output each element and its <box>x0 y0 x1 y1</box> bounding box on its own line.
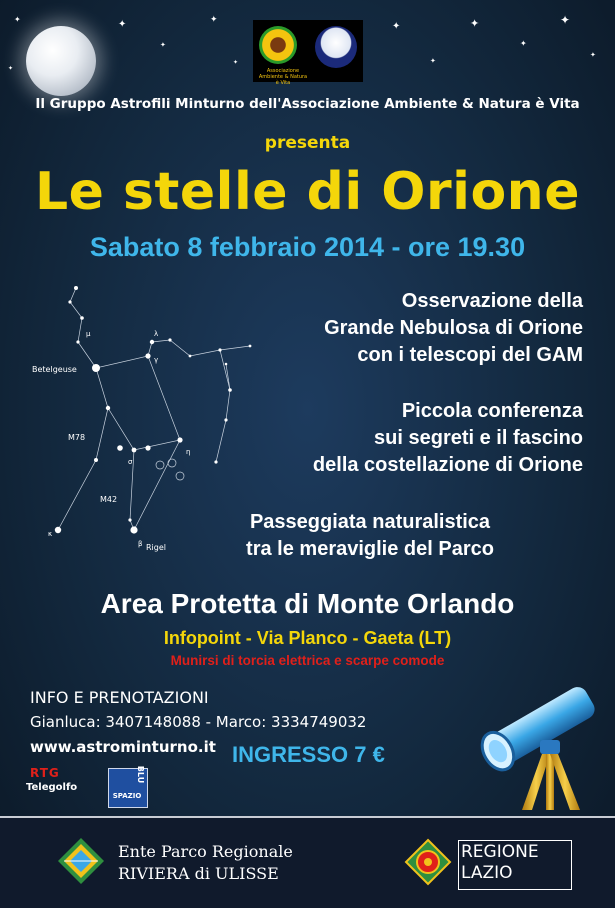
gam-logo-icon <box>315 26 357 68</box>
equipment-note: Munirsi di torcia elettrica e scarpe comode <box>170 653 445 668</box>
star-dot <box>145 353 150 358</box>
star-dot <box>224 418 227 421</box>
star-icon: ✦ <box>520 39 527 48</box>
event-date: Sabato 8 febbraio 2014 - ore 19.30 <box>89 232 526 262</box>
park-name-line2: RIVIERA di ULISSE <box>118 864 279 883</box>
park-name-line1: Ente Parco Regionale <box>118 842 293 861</box>
organizer-line: Il Gruppo Astrofili Minturno dell'Associazione Ambiente & Natura è Vita <box>35 96 580 112</box>
region-line2: LAZIO <box>461 863 513 883</box>
activity-line: Piccola conferenza <box>401 400 583 422</box>
activity-line: Osservazione della <box>401 290 583 312</box>
star-dot <box>150 340 154 344</box>
star-dot <box>117 445 123 451</box>
star-dot <box>74 286 78 290</box>
greek-eta-label: η <box>186 448 191 456</box>
star-dot <box>189 355 192 358</box>
star-dot <box>218 348 221 351</box>
star-icon: ✦ <box>590 51 596 59</box>
association-logos <box>253 20 363 86</box>
website-link[interactable]: www.astrominturno.it <box>30 738 216 756</box>
constellation-stars <box>55 286 252 534</box>
presents-label: presenta <box>264 133 351 153</box>
activity-line: Grande Nebulosa di Orione <box>324 317 583 339</box>
cluster-rings <box>156 459 184 480</box>
star-icon: ✦ <box>210 15 218 25</box>
activity-line: tra le meraviglie del Parco <box>246 538 494 560</box>
greek-beta-label: β <box>138 540 143 548</box>
star-dot <box>228 388 232 392</box>
regione-name <box>461 842 539 884</box>
m42-label: M42 <box>100 495 118 504</box>
star-dot <box>106 406 110 410</box>
moon-icon <box>26 26 96 96</box>
star-icon: ✦ <box>470 17 480 30</box>
rtg-letters: RTG <box>30 766 60 780</box>
greek-lambda-label: λ <box>154 330 159 338</box>
activity-line: della costellazione di Orione <box>312 454 583 476</box>
betelgeuse-label: Betelgeuse <box>32 365 77 374</box>
activity-line: con i telescopi del GAM <box>357 344 583 366</box>
star-dot <box>249 345 252 348</box>
star-icon: ✦ <box>430 57 436 65</box>
info-heading: INFO E PRENOTAZIONI <box>30 688 209 707</box>
star-dot <box>168 338 171 341</box>
greek-gamma-label: γ <box>154 356 159 364</box>
star-icon: ✦ <box>118 19 127 30</box>
entry-price: INGRESSO 7 € <box>232 742 385 767</box>
star-dot <box>145 445 150 450</box>
location-address: Infopoint - Via Planco - Gaeta (LT) <box>163 628 452 648</box>
star-icon: ✦ <box>160 41 166 49</box>
star-dot <box>177 437 182 442</box>
location-name: Area Protetta di Monte Orlando <box>100 588 515 619</box>
star-icon: ✦ <box>14 15 21 24</box>
constellation-lines <box>58 288 250 530</box>
blu-label: BLU <box>136 765 146 784</box>
regione-lazio-emblem-icon <box>404 838 452 886</box>
event-title: Le stelle di Orione <box>35 162 580 222</box>
park-logo-icon <box>56 836 106 886</box>
activity-line: Passeggiata naturalistica <box>249 511 491 533</box>
star-icon: ✦ <box>8 65 14 72</box>
star-dot <box>76 340 79 343</box>
greek-kappa-label: κ <box>48 530 53 538</box>
star-dot <box>94 458 98 462</box>
betelgeuse-star <box>92 364 100 372</box>
sunflower-logo-icon <box>259 26 297 64</box>
logo-caption: Associazione Ambiente & Natura è Vita <box>258 68 308 86</box>
telescope-icon <box>470 668 610 813</box>
greek-mu-label: μ <box>86 330 91 338</box>
spazio-label: SPAZIO <box>112 792 142 800</box>
star-icon: ✦ <box>392 21 401 32</box>
activity-observation <box>324 288 583 369</box>
star-icon: ✦ <box>560 13 571 27</box>
star-dot <box>80 316 84 320</box>
contact-phones: Gianluca: 3407148088 - Marco: 3334749032 <box>30 713 367 731</box>
star-icon: ✦ <box>233 59 239 66</box>
star-dot <box>225 363 228 366</box>
star-dot <box>68 300 71 303</box>
activity-conference <box>313 398 583 479</box>
greek-sigma-label: σ <box>128 458 133 466</box>
rigel-label: Rigel <box>146 543 167 552</box>
region-line1: REGIONE <box>461 842 539 862</box>
activity-line: sui segreti e il fascino <box>374 427 583 449</box>
star-dot <box>214 460 217 463</box>
m78-label: M78 <box>68 433 86 442</box>
star-dot <box>132 448 137 453</box>
telegolfo-name: Telegolfo <box>26 782 78 793</box>
activity-walk <box>0 509 615 563</box>
